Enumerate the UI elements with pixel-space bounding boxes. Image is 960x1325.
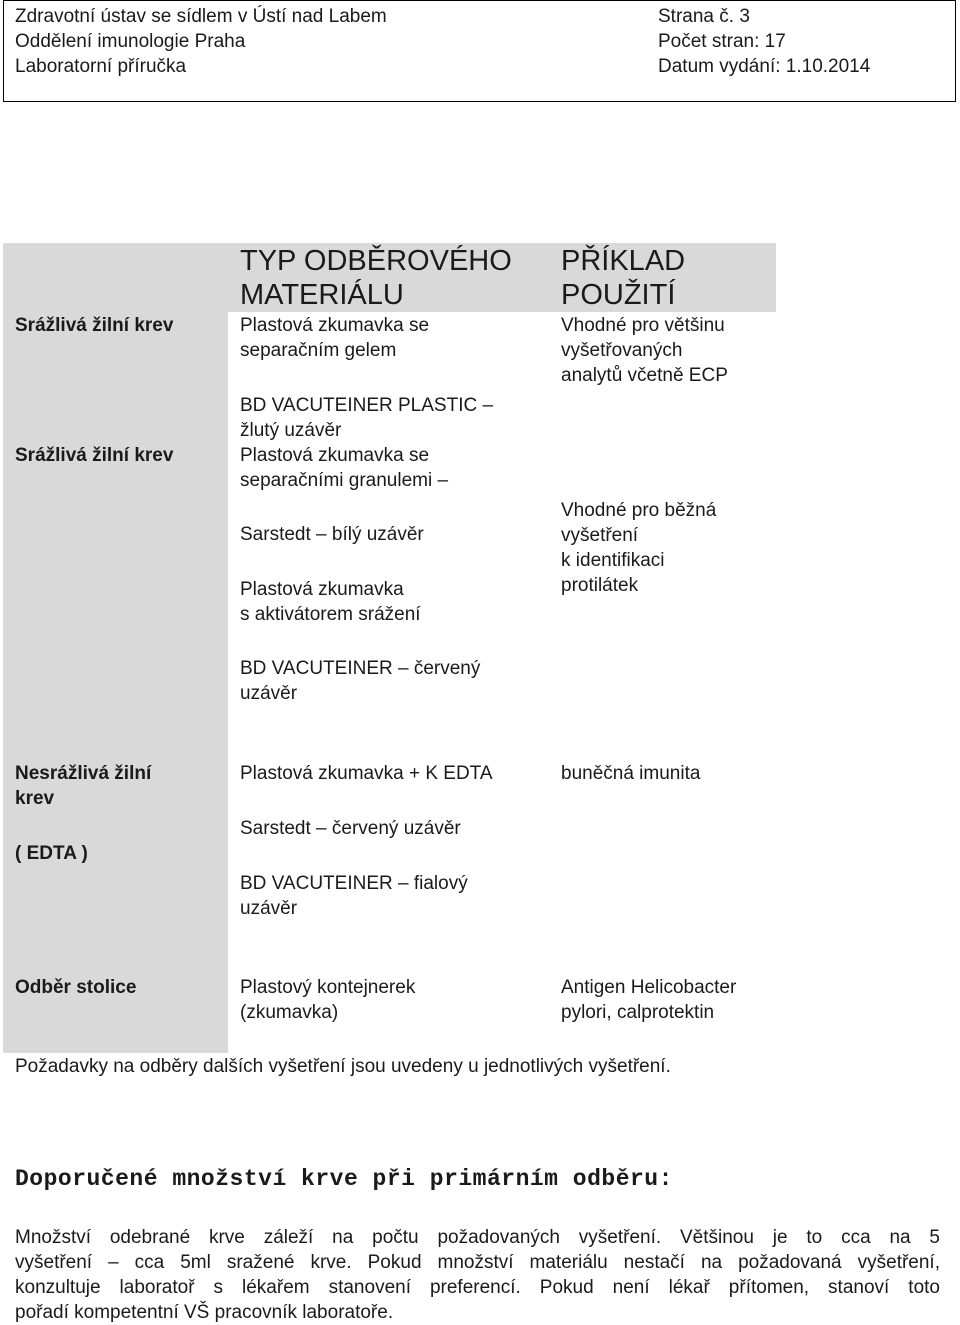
col-header-usage: POUŽITÍ <box>561 279 676 311</box>
row2-material: s aktivátorem srážení <box>240 604 421 625</box>
row2-usage: vyšetření <box>561 525 639 546</box>
row2-usage: Vhodné pro běžná <box>561 500 717 521</box>
row1-material: separačním gelem <box>240 340 397 361</box>
paragraph-line: vyšetření – cca 5ml sražené krve. Pokud množství materiálu nestačí na požadovaná vyšetření, <box>15 1252 940 1273</box>
row1-usage: analytů včetně ECP <box>561 365 728 386</box>
row1-material: Plastová zkumavka se <box>240 315 430 336</box>
col-header-material: MATERIÁLU <box>240 279 404 311</box>
row2-material: Sarstedt – bílý uzávěr <box>240 524 424 545</box>
row1-usage: Vhodné pro většinu <box>561 315 725 336</box>
row4-material: Plastový kontejnerek <box>240 977 416 998</box>
row2-material: Plastová zkumavka <box>240 579 404 600</box>
row2-label: Srážlivá žilní krev <box>15 445 174 466</box>
row3-label: ( EDTA ) <box>15 843 88 864</box>
col-header-usage: PŘÍKLAD <box>561 245 686 277</box>
row3-material: Sarstedt – červený uzávěr <box>240 818 461 839</box>
row4-usage: Antigen Helicobacter <box>561 977 737 998</box>
note-text: Požadavky na odběry dalších vyšetření jsou uvedeny u jednotlivých vyšetření. <box>15 1056 671 1077</box>
row2-material: separačními granulemi – <box>240 470 449 491</box>
row4-material: (zkumavka) <box>240 1002 339 1023</box>
row4-usage: pylori, calprotektin <box>561 1002 715 1023</box>
row2-material: BD VACUTEINER – červený <box>240 658 481 679</box>
row3-label: Nesrážlivá žilní <box>15 763 152 784</box>
row1-usage: vyšetřovaných <box>561 340 683 361</box>
header-page: Strana č. 3 <box>658 6 750 27</box>
label-column-shade <box>3 243 228 1053</box>
row3-material: uzávěr <box>240 898 298 919</box>
section-title: Doporučené množství krve při primárním odběru: <box>15 1166 673 1192</box>
header-page-count: Počet stran: 17 <box>658 31 786 52</box>
row2-material: uzávěr <box>240 683 298 704</box>
paragraph-line: konzultuje laboratoř s lékařem stanovení preferencí. Pokud není lékař přítomen, stanoví toto <box>15 1277 940 1298</box>
header-department: Oddělení imunologie Praha <box>15 31 246 52</box>
row1-material: BD VACUTEINER PLASTIC – <box>240 395 494 416</box>
row2-material: Plastová zkumavka se <box>240 445 430 466</box>
row3-label: krev <box>15 788 55 809</box>
paragraph-line: pořadí kompetentní VŠ pracovník laboratoře. <box>15 1302 394 1323</box>
header-institution: Zdravotní ústav se sídlem v Ústí nad Labem <box>15 6 387 27</box>
row3-material: Plastová zkumavka + K EDTA <box>240 763 493 784</box>
row3-material: BD VACUTEINER – fialový <box>240 873 468 894</box>
row2-usage: k identifikaci <box>561 550 665 571</box>
row1-label: Srážlivá žilní krev <box>15 315 174 336</box>
row4-label: Odběr stolice <box>15 977 137 998</box>
row1-material: žlutý uzávěr <box>240 420 342 441</box>
row2-usage: protilátek <box>561 575 639 596</box>
paragraph-line: Množství odebrané krve záleží na počtu požadovaných vyšetření. Většinou je to cca na 5 <box>15 1227 940 1248</box>
row3-usage: buněčná imunita <box>561 763 701 784</box>
col-header-material: TYP ODBĚROVÉHO <box>240 245 512 277</box>
header-issue-date: Datum vydání: 1.10.2014 <box>658 56 871 77</box>
header-manual: Laboratorní příručka <box>15 56 187 77</box>
